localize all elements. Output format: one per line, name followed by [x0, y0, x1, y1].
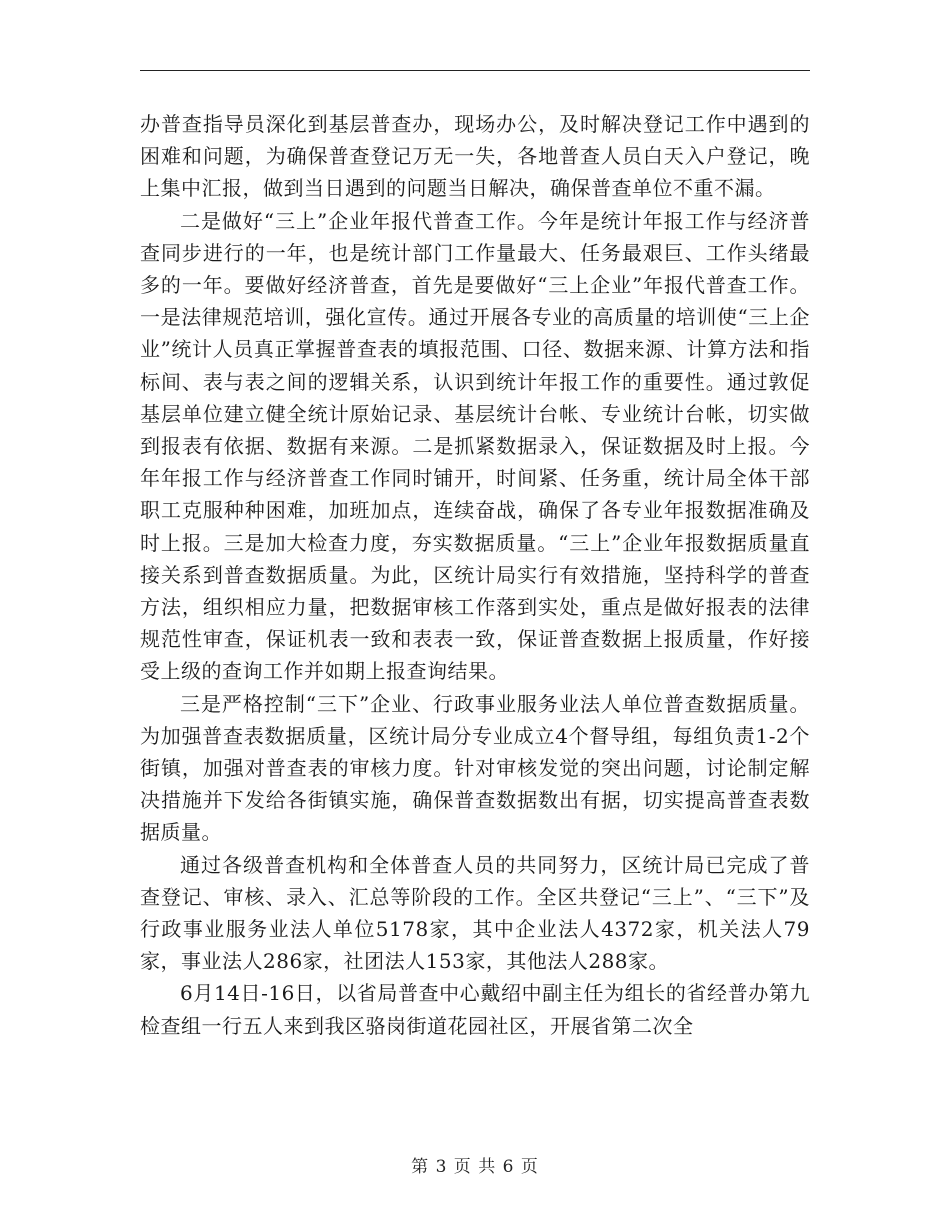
document-body [140, 108, 810, 1042]
paragraph-5: 6月14日-16日，以省局普查中心戴绍中副主任为组长的省经普办第九检查组一行五人来到我区骆岗街道花园社区，开展省第二次全 [140, 981, 810, 1038]
paragraph-4: 通过各级普查机构和全体普查人员的共同努力，区统计局已完成了普查登记、审核、录入、汇总等阶段的工作。全区共登记“三上”、“三下”及行政事业服务业法人单位5178家，其中企业法人4372家，机关法人79家，事业法人286家，社团法人153家，其他法人288家。 [140, 852, 810, 974]
page-number: 第 3 页 共 6 页 [411, 1157, 539, 1177]
paragraph-3: 三是严格控制“三下”企业、行政事业服务业法人单位普查数据质量。为加强普查表数据质量，区统计局分专业成立4个督导组，每组负责1-2个街镇，加强对普查表的审核力度。针对审核发觉的突出问题，讨论制定解决措施并下发给各街镇实施，确保普查数据数出有据，切实提高普查表数据质量。 [140, 691, 810, 845]
paragraph-2: 二是做好“三上”企业年报代普查工作。今年是统计年报工作与经济普查同步进行的一年，也是统计部门工作量最大、任务最艰巨、工作头绪最多的一年。要做好经济普查，首先是要做好“三上企业”年报代普查工作。一是法律规范培训，强化宣传。通过开展各专业的高质量的培训使“三上企业”统计人员真正掌握普查表的填报范围、口径、数据来源、计算方法和指标间、表与表之间的逻辑关系，认识到统计年报工作的重要性。通过敦促基层单位建立健全统计原始记录、基层统计台帐、专业统计台帐，切实做到报表有依据、数据有来源。二是抓紧数据录入，保证数据及时上报。今年年报工作与经济普查工作同时铺开，时间紧、任务重，统计局全体干部职工克服种种困难，加班加点，连续奋战，确保了各专业年报数据准确及时上报。三是加大检查力度，夯实数据质量。“三上”企业年报数据质量直接关系到普查数据质量。为此，区统计局实行有效措施，坚持科学的普查方法，组织相应力量，把数据审核工作落到实处，重点是做好报表的法律规范性审查，保证机表一致和表表一致，保证普查数据上报质量，作好接受上级的查询工作并如期上报查询结果。 [140, 208, 810, 684]
header-rule [140, 70, 810, 71]
paragraph-1: 办普查指导员深化到基层普查办，现场办公，及时解决登记工作中遇到的困难和问题，为确保普查登记万无一失，各地普查人员白天入户登记，晚上集中汇报，做到当日遇到的问题当日解决，确保普查单位不重不漏。 [140, 112, 810, 201]
